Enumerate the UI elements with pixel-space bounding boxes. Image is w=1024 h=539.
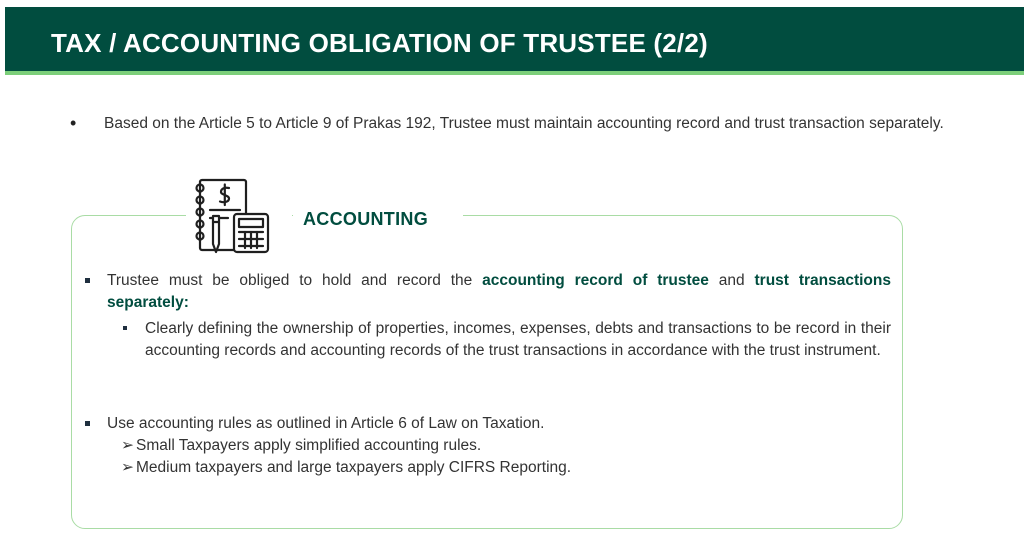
bullet1-bold-trustee: accounting record of trustee — [482, 272, 709, 289]
title-bar — [5, 7, 1024, 71]
accounting-heading-wrap — [293, 206, 463, 234]
arrow-bullet: ➢ — [121, 437, 134, 454]
page-title: TAX / ACCOUNTING OBLIGATION OF TRUSTEE (2/2) — [51, 28, 708, 58]
ledger-calculator-icon-svg — [186, 176, 292, 258]
square-sub-bullet — [123, 326, 127, 330]
ledger-calculator-icon — [186, 176, 292, 258]
square-bullet — [85, 421, 90, 426]
square-bullet — [85, 278, 90, 283]
accounting-heading: ACCOUNTING — [303, 209, 428, 229]
bullet1-mid: and — [708, 272, 755, 289]
arrow-item-text: Small Taxpayers apply simplified accounting rules. — [136, 437, 482, 454]
bullet-accounting-rules: Use accounting rules as outlined in Article 6 of Law on Taxation. — [107, 415, 545, 432]
bullet-trustee-obligation — [107, 270, 891, 314]
arrow-item-medium-large-taxpayers — [121, 457, 881, 479]
bullet-dot: • — [70, 113, 77, 133]
bullet1-text: Trustee must be obliged to hold and record the — [107, 272, 483, 289]
intro-text: Based on the Article 5 to Article 9 of Prakas 192, Trustee must maintain accounting record and trust transaction separately. — [104, 115, 944, 132]
arrow-bullet: ➢ — [121, 459, 134, 476]
bullet1-bold-trust: trust transactions separately: — [107, 272, 891, 311]
arrow-item-small-taxpayers — [121, 435, 881, 457]
arrow-item-text: Medium taxpayers and large taxpayers apply CIFRS Reporting. — [136, 459, 572, 476]
bullet-ownership-definition: Clearly defining the ownership of properties, incomes, expenses, debts and transactions to be record in their accounting records and accounting records of the trust transactions in accordance with the trust instrument. — [145, 320, 891, 359]
title-underline — [5, 71, 1024, 75]
accounting-panel — [71, 215, 903, 529]
